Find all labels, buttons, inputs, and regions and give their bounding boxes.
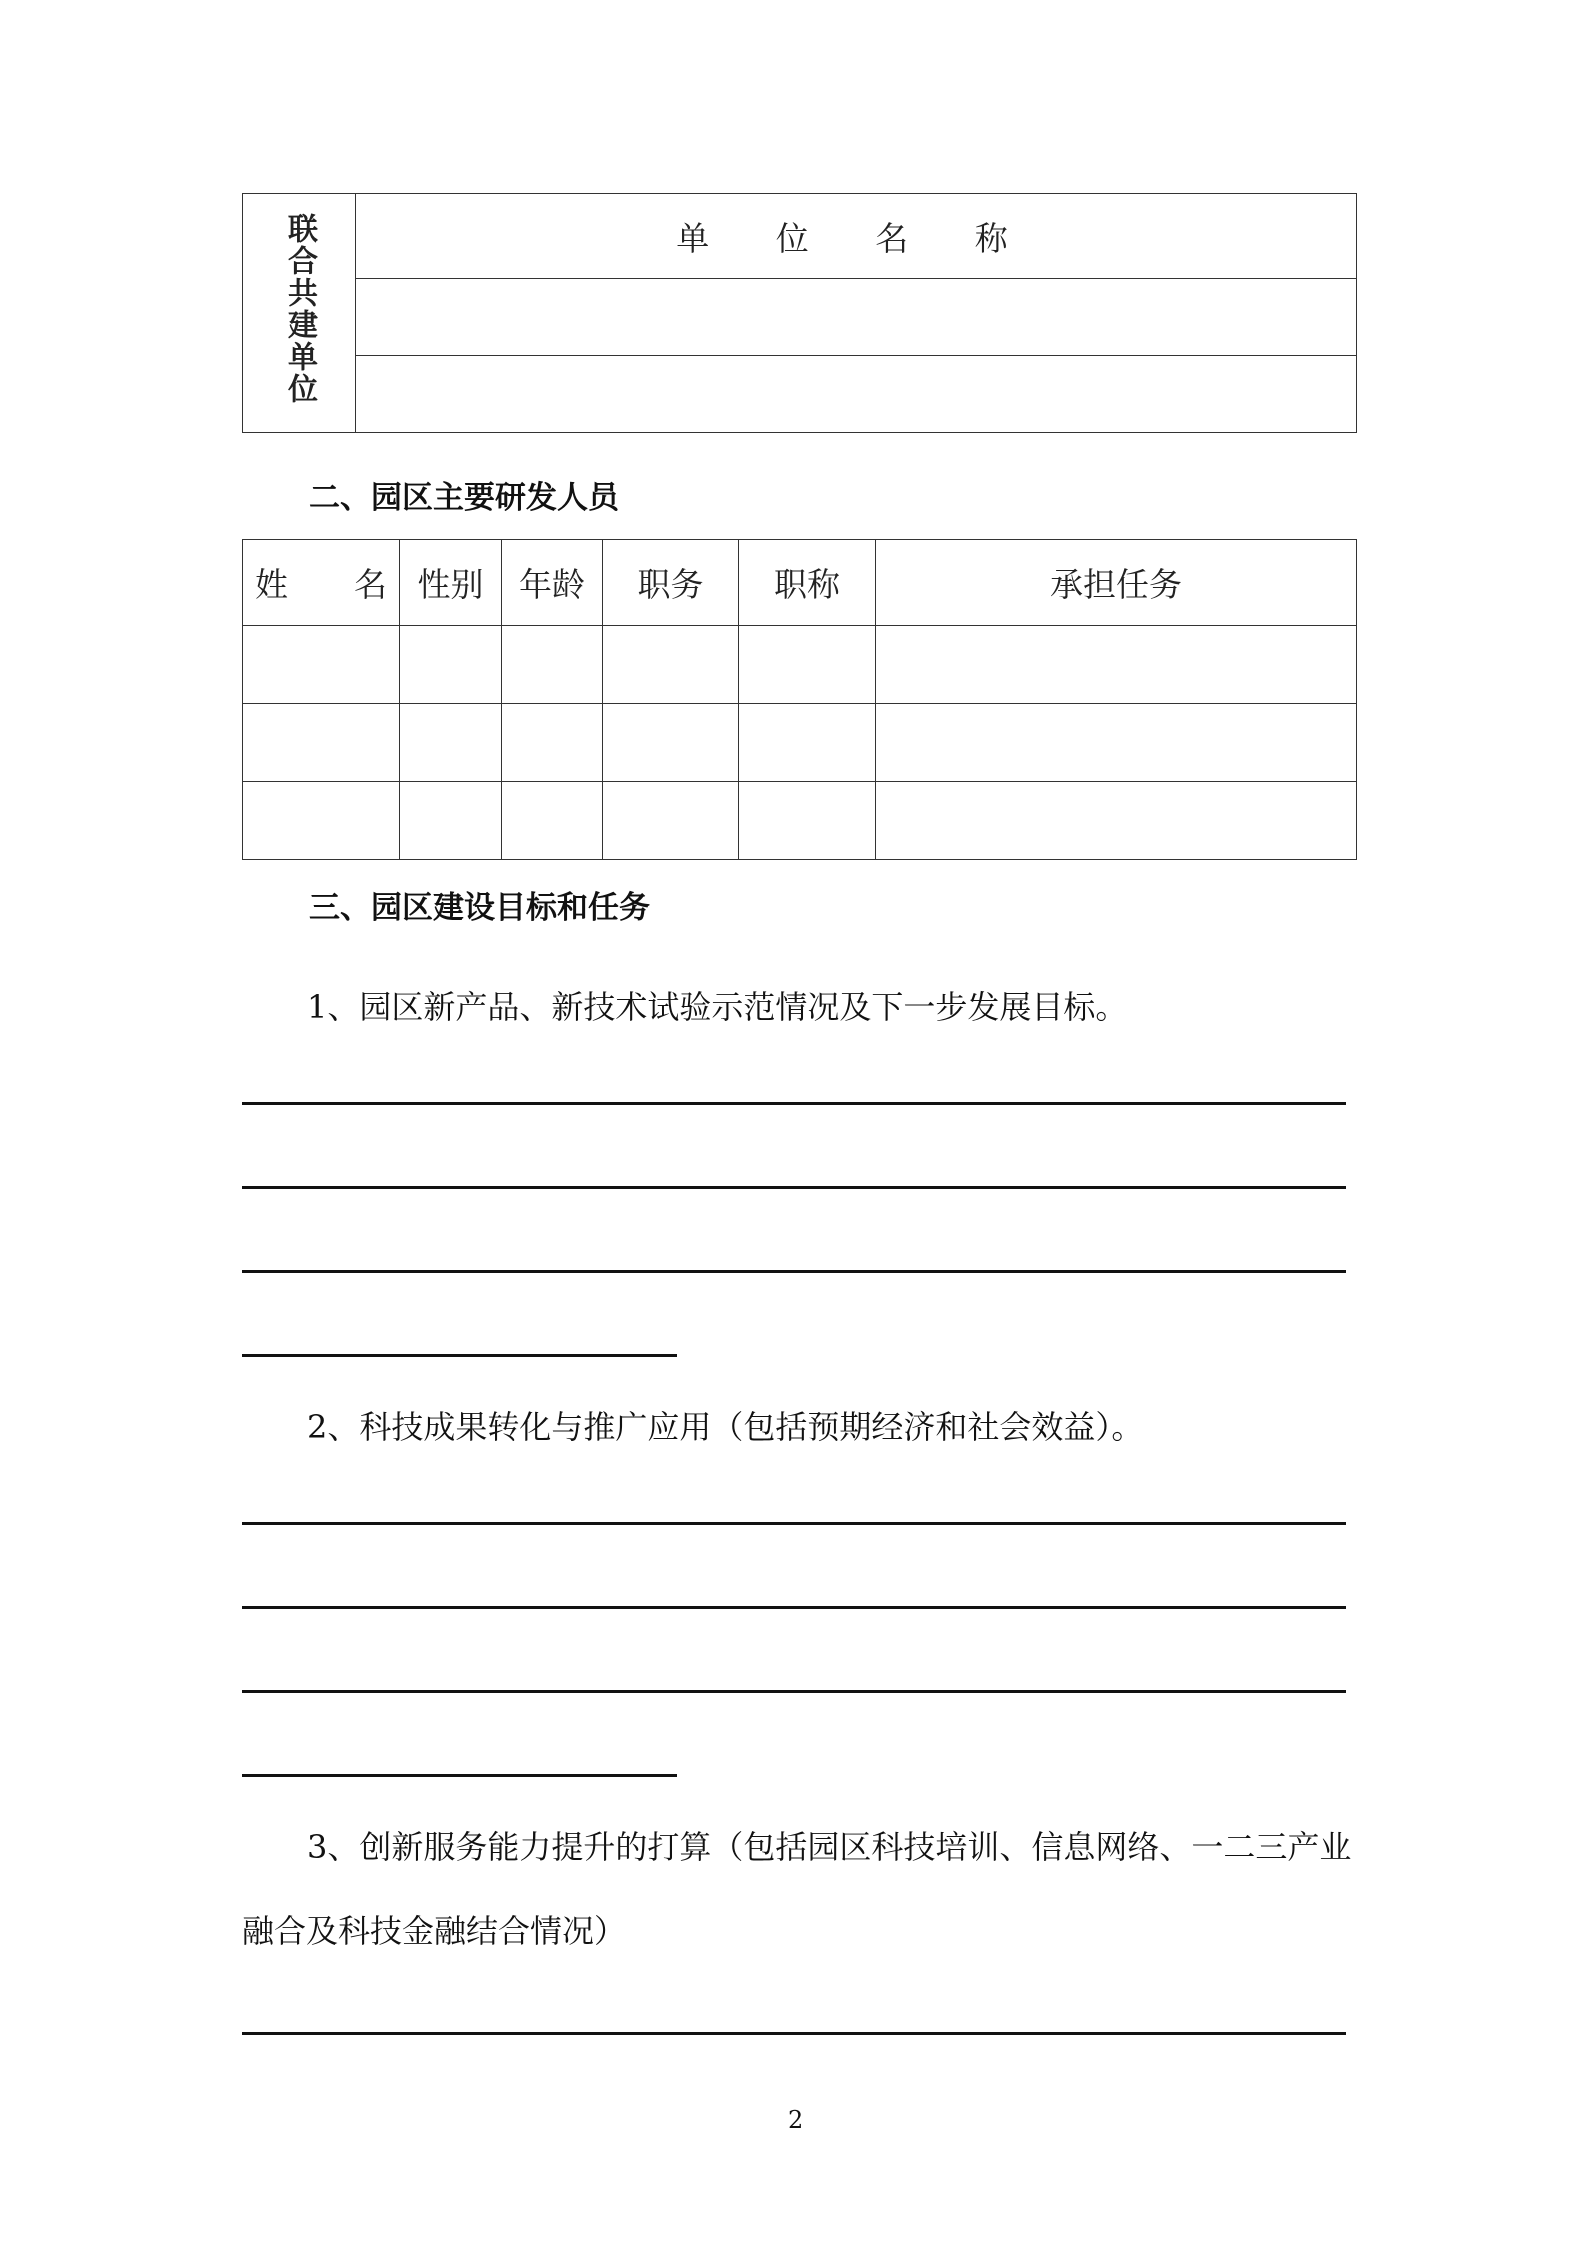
- table-row: [243, 704, 1357, 782]
- item-2-text: [307, 1402, 1143, 1448]
- table-cell[interactable]: [243, 626, 400, 704]
- answer-line[interactable]: [242, 1606, 1346, 1609]
- table-row: [243, 782, 1357, 860]
- table-cell[interactable]: [400, 704, 502, 782]
- table-cell[interactable]: [739, 782, 876, 860]
- table-cell[interactable]: [739, 626, 876, 704]
- table-cell[interactable]: [739, 704, 876, 782]
- table-cell[interactable]: [400, 782, 502, 860]
- unit-name-header-text: 单 位 名 称: [676, 218, 1036, 258]
- researchers-table: [242, 539, 1357, 860]
- answer-line-short[interactable]: [242, 1354, 677, 1357]
- table-cell[interactable]: [400, 626, 502, 704]
- item-3-body: 、创新服务能力提升的打算（包括园区科技培训、信息网络、一二三产业: [327, 1828, 1352, 1866]
- item-2-body: 、科技成果转化与推广应用（包括预期经济和社会效益）。: [327, 1408, 1144, 1446]
- table-header-row: [243, 540, 1357, 626]
- answer-line[interactable]: [242, 1270, 1346, 1273]
- column-header-title: 职称: [739, 540, 876, 626]
- answer-line[interactable]: [242, 1522, 1346, 1525]
- table-cell[interactable]: [876, 782, 1357, 860]
- table-cell[interactable]: [502, 704, 603, 782]
- table-cell[interactable]: [502, 626, 603, 704]
- item-1-text: [307, 982, 1127, 1028]
- item-2-number: 2: [307, 1408, 328, 1446]
- answer-line[interactable]: [242, 1186, 1346, 1189]
- joint-units-label-cell: [243, 194, 356, 433]
- column-header-task: 承担任务: [876, 540, 1357, 626]
- unit-name-header: [356, 194, 1357, 279]
- answer-line-short[interactable]: [242, 1774, 677, 1777]
- page-number: 2: [788, 2106, 804, 2134]
- table-cell[interactable]: [243, 782, 400, 860]
- table-cell[interactable]: [603, 626, 739, 704]
- column-header-gender: 性别: [400, 540, 502, 626]
- section-2-title: 二、园区主要研发人员: [309, 480, 619, 516]
- answer-line[interactable]: [242, 2032, 1346, 2035]
- section-3-title: 三、园区建设目标和任务: [309, 890, 650, 926]
- item-3-text: [307, 1822, 1351, 1868]
- joint-units-table: [242, 193, 1357, 433]
- answer-line[interactable]: [242, 1102, 1346, 1105]
- table-cell[interactable]: [876, 626, 1357, 704]
- table-cell[interactable]: [603, 704, 739, 782]
- table-cell[interactable]: [502, 782, 603, 860]
- unit-name-cell[interactable]: [356, 279, 1357, 356]
- item-1-number: 1: [307, 988, 328, 1026]
- joint-units-label: 联合共建单位: [282, 213, 317, 405]
- table-cell[interactable]: [603, 782, 739, 860]
- table-cell[interactable]: [876, 704, 1357, 782]
- answer-line[interactable]: [242, 1690, 1346, 1693]
- item-3-number: 3: [307, 1828, 328, 1866]
- item-3-continuation: 融合及科技金融结合情况）: [242, 1912, 627, 1950]
- table-row: [243, 626, 1357, 704]
- column-header-age: 年龄: [502, 540, 603, 626]
- unit-name-cell[interactable]: [356, 356, 1357, 433]
- table-cell[interactable]: [243, 704, 400, 782]
- column-header-name: 姓 名: [243, 540, 400, 626]
- column-header-position: 职务: [603, 540, 739, 626]
- item-1-body: 、园区新产品、新技术试验示范情况及下一步发展目标。: [327, 988, 1128, 1026]
